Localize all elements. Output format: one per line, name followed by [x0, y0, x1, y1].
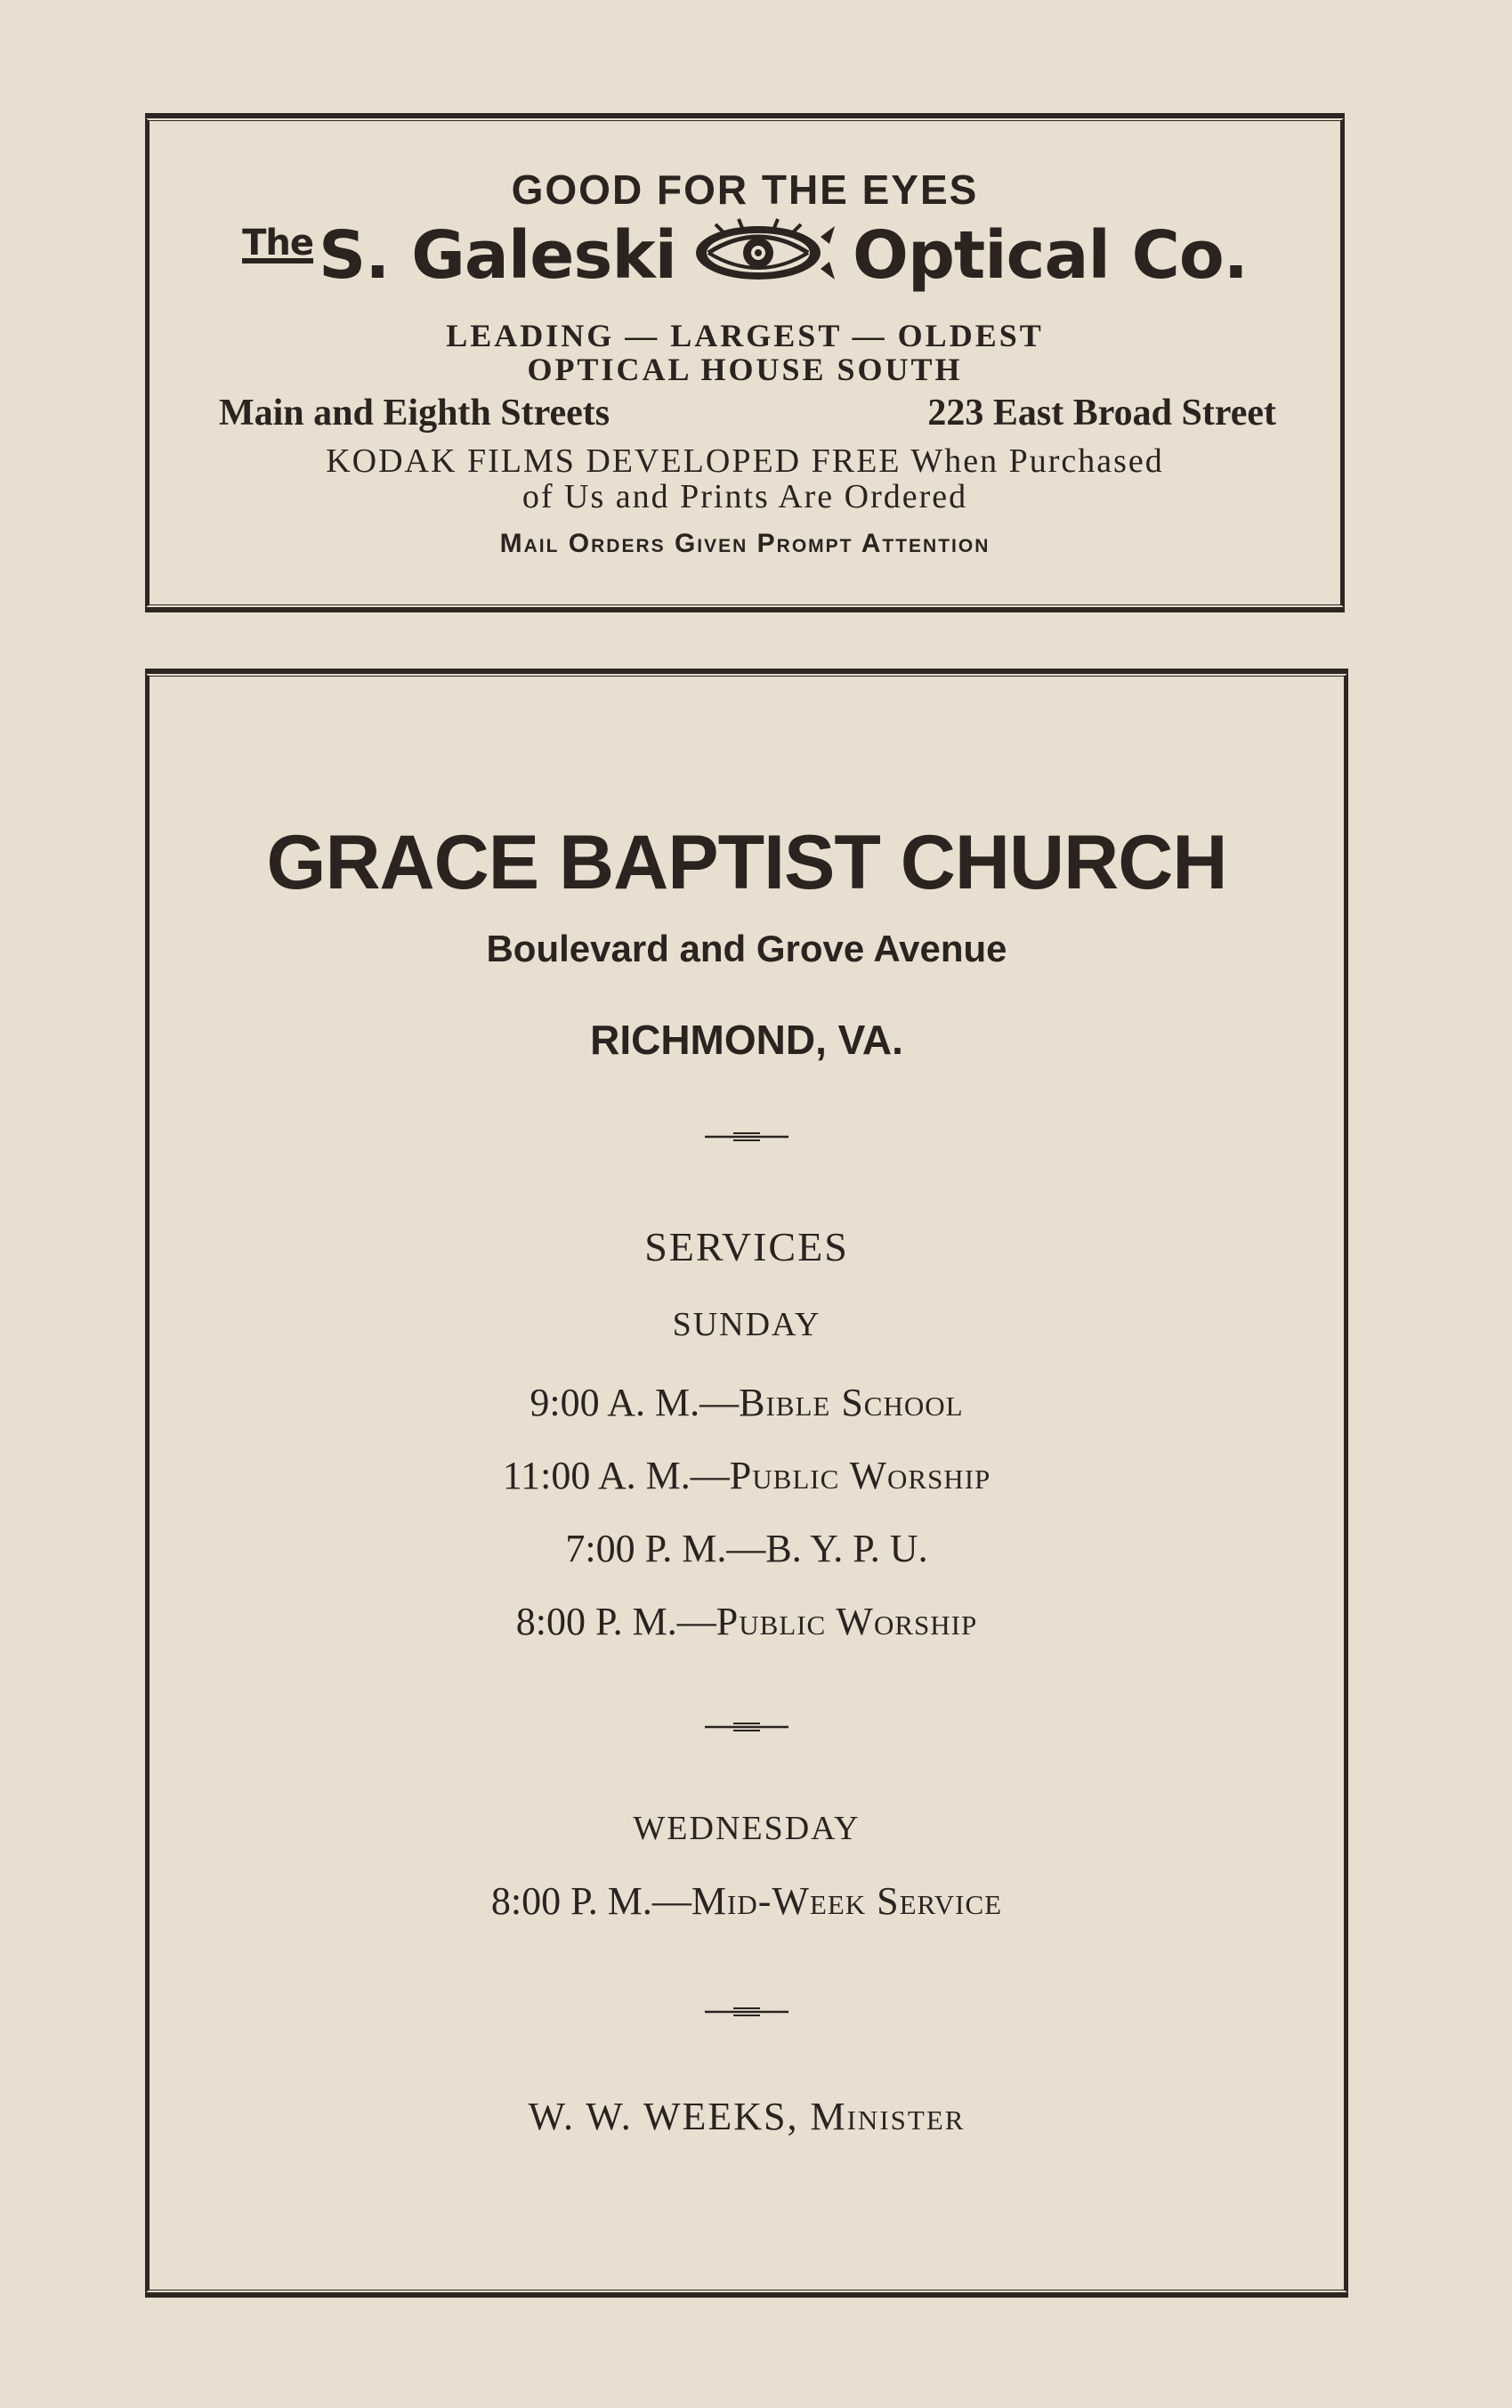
service-time: 8:00 P. M.—	[490, 1879, 691, 1923]
service-time: 9:00 A. M.—	[530, 1381, 740, 1424]
service-name: Public Worship	[716, 1600, 978, 1643]
ad-kodak-block	[150, 443, 1340, 515]
service-row	[150, 1878, 1344, 1924]
ad-address-right: 223 East Broad Street	[927, 393, 1276, 434]
ad-the-word: The	[242, 223, 314, 264]
ad-name-right: Optical Co.	[853, 217, 1248, 294]
church-name: GRACE BAPTIST CHURCH	[266, 820, 1227, 905]
ad-name-left: S. Galeski	[319, 217, 677, 294]
ornament-divider	[705, 1131, 788, 1142]
ad-leading-block	[150, 319, 1340, 386]
sunday-heading: SUNDAY	[672, 1306, 821, 1343]
service-time: 11:00 A. M.—	[502, 1454, 730, 1497]
ad-kodak-line2: of Us and Prints Are Ordered	[522, 478, 968, 515]
ad-leading-line: LEADING — LARGEST — OLDEST	[446, 318, 1044, 353]
service-name: Bible School	[739, 1381, 964, 1424]
wednesday-heading: WEDNESDAY	[633, 1810, 861, 1847]
advertisement-box	[145, 118, 1345, 608]
service-row	[150, 1380, 1344, 1425]
church-address: Boulevard and Grove Avenue	[486, 928, 1007, 969]
service-row	[150, 1526, 1344, 1571]
service-time: 8:00 P. M.—	[515, 1600, 716, 1643]
minister-title: Minister	[810, 2095, 966, 2138]
church-city: RICHMOND, VA.	[590, 1017, 903, 1063]
service-name: Mid-Week Service	[691, 1879, 1003, 1923]
service-time: 7:00 P. M.—	[565, 1527, 766, 1570]
service-row	[150, 1453, 1344, 1498]
services-heading: SERVICES	[644, 1224, 849, 1269]
service-row	[150, 1599, 1344, 1644]
ad-tagline: GOOD FOR THE EYES	[511, 166, 979, 213]
church-box	[145, 673, 1348, 2293]
service-name: Public Worship	[729, 1454, 991, 1497]
ad-mail-orders: Mail Orders Given Prompt Attention	[499, 529, 990, 558]
ad-kodak-line1: KODAK FILMS DEVELOPED FREE When Purchased	[326, 442, 1164, 480]
ad-address-left: Main and Eighth Streets	[219, 393, 610, 434]
minister-line	[150, 2094, 1344, 2139]
ornament-divider	[705, 2007, 788, 2017]
ad-optical-house: OPTICAL HOUSE SOUTH	[527, 352, 963, 387]
eye-icon	[689, 217, 840, 288]
ad-company-name	[150, 217, 1340, 294]
service-name: B. Y. P. U.	[765, 1527, 928, 1570]
ornament-divider	[705, 1722, 788, 1732]
minister-name: W. W. WEEKS,	[528, 2095, 799, 2138]
